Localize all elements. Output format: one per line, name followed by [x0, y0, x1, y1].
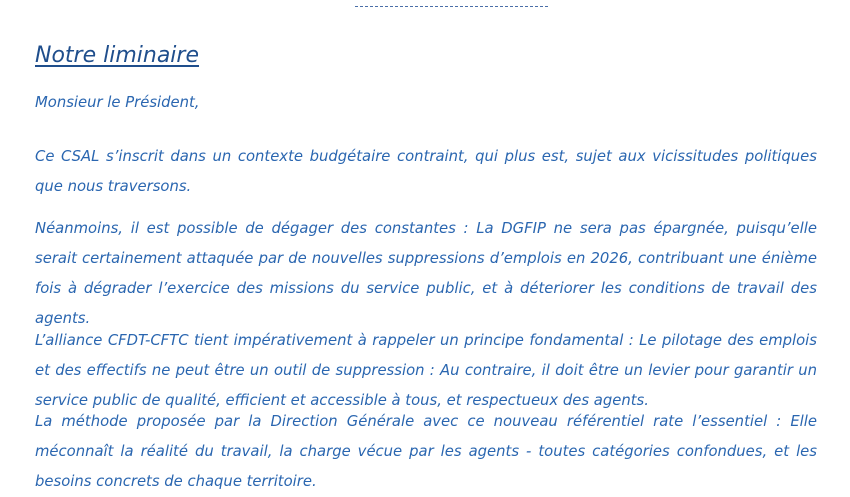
- top-divider: [355, 6, 548, 7]
- section-heading: Notre liminaire: [35, 43, 200, 68]
- method-paragraph: La méthode proposée par la Direction Générale avec ce nouveau référentiel rate l’essentiel : Elle méconnaît la réalité du travail, la charge vécue par les agents - toutes catégories confondues, et les besoins concrets de chaque territoire.: [35, 413, 817, 490]
- constants-paragraph: Néanmoins, il est possible de dégager des constantes : La DGFIP ne sera pas épargnée, puisqu’elle serait certainement attaquée par de nouvelles suppressions d’emplois en 2026, contribuant une énième fois à dégrader l’exercice des missions du service public, et à déteriorer les conditions de travail des agents.: [35, 220, 817, 327]
- greeting-paragraph: Monsieur le Président,: [35, 94, 200, 111]
- context-paragraph: Ce CSAL s’inscrit dans un contexte budgétaire contraint, qui plus est, sujet aux vicissitudes politiques que nous traversons.: [35, 148, 817, 195]
- alliance-paragraph: L’alliance CFDT-CFTC tient impérativement à rappeler un principe fondamental : Le pilotage des emplois et des effectifs ne peut être un outil de suppression : Au contraire, il doit être un levier pour garantir un service public de qualité, efficient et accessible à tous, et respectueux des agents.: [35, 332, 817, 409]
